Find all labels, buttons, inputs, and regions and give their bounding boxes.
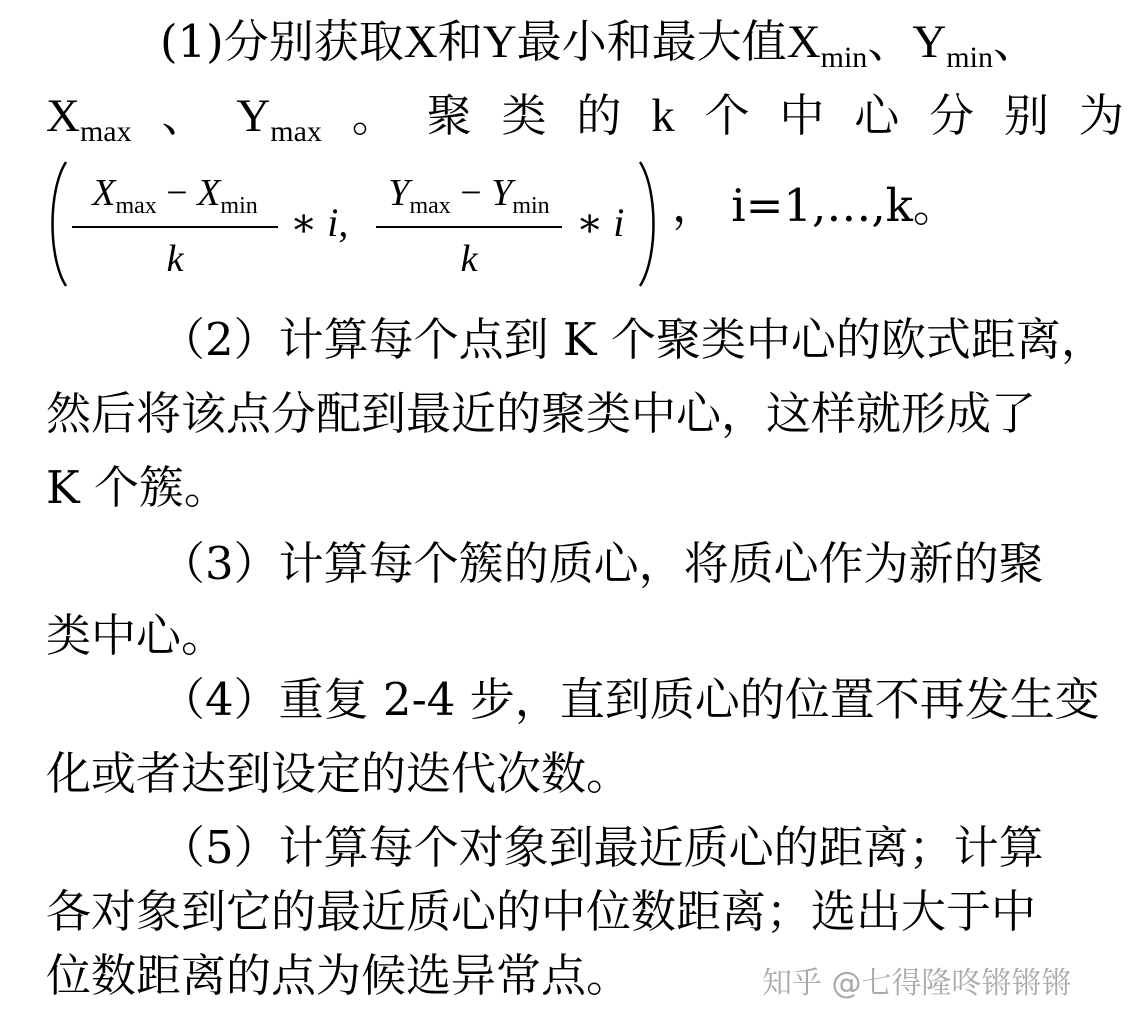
xmin-sub: min <box>820 41 868 74</box>
fraction-y-denominator: k <box>460 238 478 280</box>
step1-line1 <box>160 12 1038 72</box>
zhihu-watermark: 知乎 @七得隆咚锵锵锵 <box>762 966 1072 1001</box>
separator: 、 <box>867 15 913 68</box>
index-i: i <box>613 200 625 245</box>
period: 。 <box>351 89 397 142</box>
fraction-x <box>72 168 278 288</box>
times-i <box>576 198 624 248</box>
word: 类 <box>501 89 547 142</box>
xmax-term <box>46 86 132 146</box>
separator: 、 <box>161 89 207 142</box>
multiply-sign: ∗ <box>290 200 318 245</box>
fraction-y-numerator <box>376 168 562 218</box>
times-i-comma <box>290 198 348 248</box>
xmax-subscript: max <box>115 193 157 219</box>
multiply-sign: ∗ <box>576 200 604 245</box>
step4-line2: 化或者达到设定的迭代次数。 <box>46 747 632 800</box>
word: 聚 <box>426 89 472 142</box>
ymax-subscript: max <box>409 193 451 219</box>
xmin-base: X <box>786 16 821 68</box>
fraction-x-numerator <box>72 168 278 218</box>
xmax-sub: max <box>79 115 132 148</box>
word-k: k <box>651 90 675 142</box>
minus-sign: − <box>460 172 482 214</box>
index-i: i <box>327 200 339 245</box>
separator: 、 <box>992 15 1038 68</box>
step1-prefix: (1)分别获取 <box>160 15 404 68</box>
comma: , <box>338 200 349 245</box>
ymin-subscript: min <box>512 193 550 219</box>
step2-line1: （2）计算每个点到 K 个聚类中心的欧式距离， <box>160 313 1106 366</box>
word: 个 <box>704 89 750 142</box>
step3-line2: 类中心。 <box>46 609 227 662</box>
fraction-bar <box>376 226 562 228</box>
fraction-x-denominator: k <box>166 238 184 280</box>
step2-line2: 然后将该点分配到最近的聚类中心，这样就形成了 <box>46 387 1037 440</box>
index-range: ， i=1,…,k。 <box>672 179 958 232</box>
var-y: Y <box>482 16 517 68</box>
ymax-sub: max <box>270 115 322 148</box>
minus-sign: − <box>166 172 188 214</box>
ymax-base: Y <box>236 90 271 142</box>
left-paren <box>46 160 70 288</box>
ymax-symbol: Y <box>388 172 410 214</box>
word: 心 <box>854 89 900 142</box>
ymin-sub: min <box>946 41 993 74</box>
word: 别 <box>1003 89 1049 142</box>
word: 为 <box>1078 89 1124 142</box>
ymax-term <box>236 86 322 146</box>
step2-line3: K 个簇。 <box>46 461 229 514</box>
xmax-symbol: X <box>92 172 116 214</box>
xmax-base: X <box>46 90 80 142</box>
step1-line2 <box>46 86 1124 146</box>
var-x: X <box>403 16 438 68</box>
fraction-bar <box>72 226 278 228</box>
word: 的 <box>576 89 622 142</box>
xmin-symbol: X <box>197 172 221 214</box>
step5-line2: 各对象到它的最近质心的中位数距离；选出大于中 <box>46 885 1037 938</box>
word-min-max: 最小和最大值 <box>516 15 787 68</box>
ymin-symbol: Y <box>491 172 513 214</box>
step5-line1: （5）计算每个对象到最近质心的距离；计算 <box>160 821 1044 874</box>
ymin-base: Y <box>912 16 947 68</box>
step5-line3: 位数距离的点为候选异常点。 <box>46 949 632 1002</box>
step4-line1: （4）重复 2-4 步，直到质心的位置不再发生变 <box>160 673 1100 726</box>
fraction-y <box>376 168 562 288</box>
word-and: 和 <box>437 15 483 68</box>
word: 中 <box>779 89 825 142</box>
right-paren <box>636 160 660 288</box>
word: 分 <box>929 89 975 142</box>
step3-line1: （3）计算每个簇的质心，将质心作为新的聚 <box>160 537 1044 590</box>
xmin-subscript: min <box>220 193 258 219</box>
